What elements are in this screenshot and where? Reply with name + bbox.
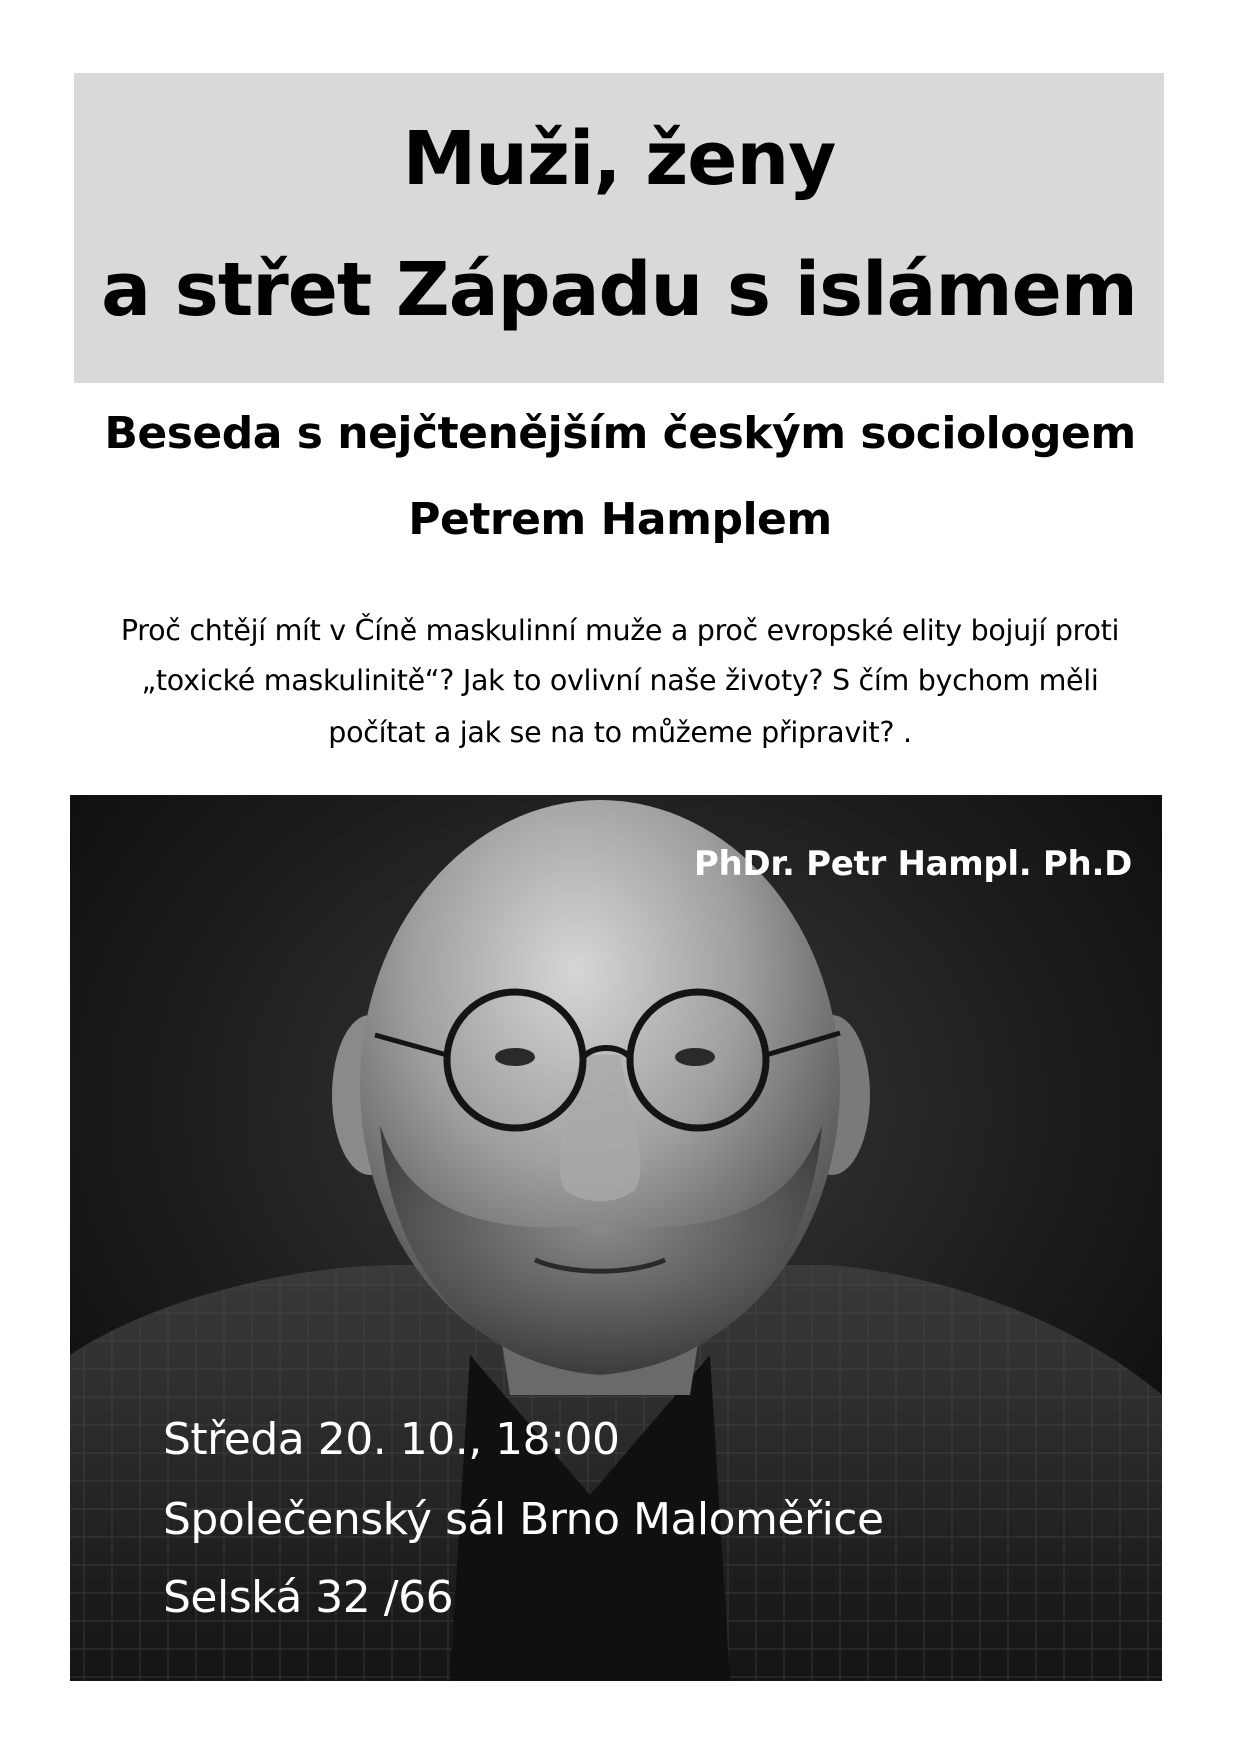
- event-date-time: Středa 20. 10., 18:00: [163, 1414, 620, 1465]
- speaker-photo: [70, 795, 1162, 1681]
- intro-line-3: počítat a jak se na to můžeme připravit? .: [328, 716, 912, 749]
- event-venue: Společenský sál Brno Maloměřice: [163, 1494, 884, 1545]
- speaker-name-caption: PhDr. Petr Hampl. Ph.D: [693, 844, 1132, 884]
- subtitle-line-1: Beseda s nejčtenějším českým sociologem: [104, 408, 1136, 459]
- intro-line-1: Proč chtějí mít v Číně maskulinní muže a proč evropské elity bojují proti: [120, 614, 1120, 647]
- title-line-2: a střet Západu s islámem: [101, 247, 1137, 333]
- title-banner: [74, 73, 1164, 383]
- title-line-1: Muži, ženy: [402, 116, 836, 202]
- portrait-illustration: [70, 795, 1162, 1681]
- intro-line-2: „toxické maskulinitě“? Jak to ovlivní naše životy? S čím bychom měli: [141, 664, 1099, 697]
- subtitle-line-2: Petrem Hamplem: [408, 494, 832, 545]
- event-address: Selská 32 /66: [163, 1572, 454, 1623]
